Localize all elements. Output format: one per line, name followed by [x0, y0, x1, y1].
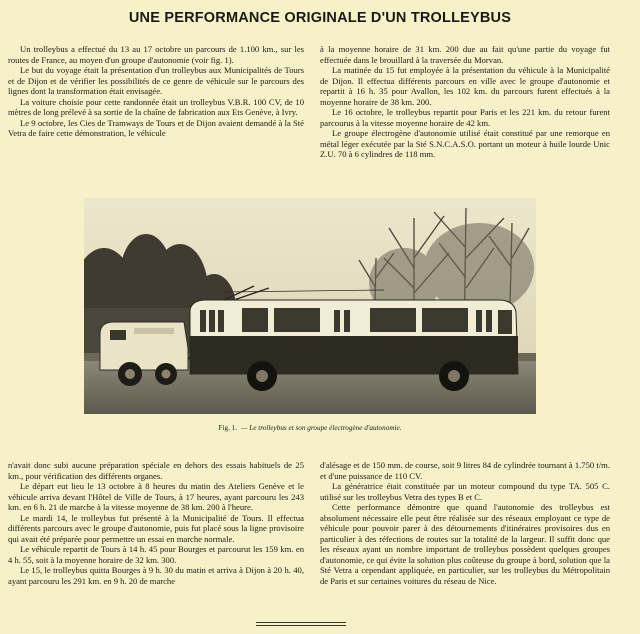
figure-caption	[84, 424, 536, 432]
paragraph: Le véhicule repartit de Tours à 14 h. 45 pour Bourges et parcourut les 159 km. en 4 h. 55, soit à la moyenne horaire de 32 km. 300.	[8, 544, 304, 565]
trolleybus-photo-illustration	[84, 198, 536, 414]
end-rule	[256, 622, 346, 623]
trolleybus-photo	[84, 198, 536, 414]
column-top-left	[8, 44, 304, 139]
paragraph: Le 16 octobre, le trolleybus repartit pour Paris et les 221 km. du retour furent parcourus à la vitesse moyenne horaire de 42 km.	[320, 107, 610, 128]
paragraph: Cette performance démontre que quand l'autonomie des trolleybus est absolument nécessaire elle peut être réalisée sur des réseaux employant ce type de véhicule pour pouvoir parer à des détournements d'itinéraires provisoires dus en particulier à des réfections de routes sur la totalité de la largeur. Il suffit donc que les réseaux ayant un nombre important de trolleybus possèdent quelques groupes d'autonomie, ce qui évite la solution plus coûteuse du groupe à bord, solution que la Sté Vetra a cependant appliquée, en particulier, sur les trolleybus du Métropolitain de Paris et sur certaines voitures du réseau de Nice.	[320, 502, 610, 587]
paragraph: La matinée du 15 fut employée à la présentation du véhicule à la Municipalité de Dijon. Il effectua différents parcours en ville avec le groupe d'autonomie et repartit à 16 h. 35 pour Avallon, les 102 km. du parcours furent effectués à la moyenne horaire de 38 km. 200.	[320, 65, 610, 107]
paragraph: Le mardi 14, le trolleybus fut présenté à la Municipalité de Tours. Il effectua différents parcours avec le groupe d'autonomie, puis fut placé sous la ligne provisoire qui avait été préparée pour permettre un essai en marche normale.	[8, 512, 304, 544]
paragraph: La génératrice était constituée par un moteur compound du type TA. 505 C. utilisé sur les trolleybus Vetra des types B et C.	[320, 481, 610, 502]
paragraph: n'avait donc subi aucune préparation spéciale en dehors des essais habituels de 25 km., pour vérification des différents organes.	[8, 460, 304, 481]
paragraph: La voiture choisie pour cette randonnée était un trolleybus V.B.R. 100 CV, de 10 mètres de long prélevé à sa sortie de la chaîne de fabrication aux Ets Genève, à Ivry.	[8, 96, 304, 118]
paragraph: d'alésage et de 150 mm. de course, soit 9 litres 84 de cylindrée tournant à 1.750 t/m. et d'une puissance de 110 CV.	[320, 460, 610, 481]
paragraph: Le 15, le trolleybus quitta Bourges à 9 h. 30 du matin et arriva à Dijon à 20 h. 40, ayant parcouru les 291 km. en 9 h. 20 de marche	[8, 565, 304, 587]
paragraph: Le but du voyage était la présentation d'un trolleybus aux Municipalités de Tours et de Dijon et de vérifier les possibilités de ce genre de véhicule sur le parcours des lignes dont la transformation était envisagée.	[8, 65, 304, 97]
figure-caption-text: — Le trolleybus et son groupe électrogène d'autonomie.	[241, 424, 402, 432]
end-rule	[256, 625, 346, 626]
column-bottom-right	[320, 460, 610, 587]
paragraph: Le 9 octobre, les Cies de Tramways de Tours et de Dijon avaient demandé à la Sté Vetra de faire cette démonstration, le véhicule	[8, 117, 304, 139]
paragraph: Un trolleybus a effectué du 13 au 17 octobre un parcours de 1.100 km., sur les routes de France, au moyen d'un groupe d'autonomie (voir fig. 1).	[8, 44, 304, 65]
column-top-right	[320, 44, 610, 160]
article-title: UNE PERFORMANCE ORIGINALE D'UN TROLLEYBUS	[128, 10, 512, 26]
figure-number: Fig. 1.	[218, 424, 238, 432]
paragraph: Le groupe électrogène d'autonomie utilisé était constitué par une remorque en métal léger exécutée par la Sté S.N.C.A.S.O. portant un moteur à huile lourde Unic Z.U. 70 à 6 cylindres de 118 mm.	[320, 128, 610, 160]
paragraph: Le départ eut lieu le 13 octobre à 8 heures du matin des Ateliers Genève et le véhicule arriva devant l'Hôtel de Ville de Tours, à 17 heures, ayant parcouru les 243 km. en 6 h. 21 de marche à la vitesse moyenne de 38 km. 200 à l'heure.	[8, 481, 304, 513]
column-bottom-left	[8, 460, 304, 587]
paragraph: à la moyenne horaire de 31 km. 200 due au fait qu'une partie du voyage fut effectuée dans le brouillard à la traversée du Morvan.	[320, 44, 610, 65]
